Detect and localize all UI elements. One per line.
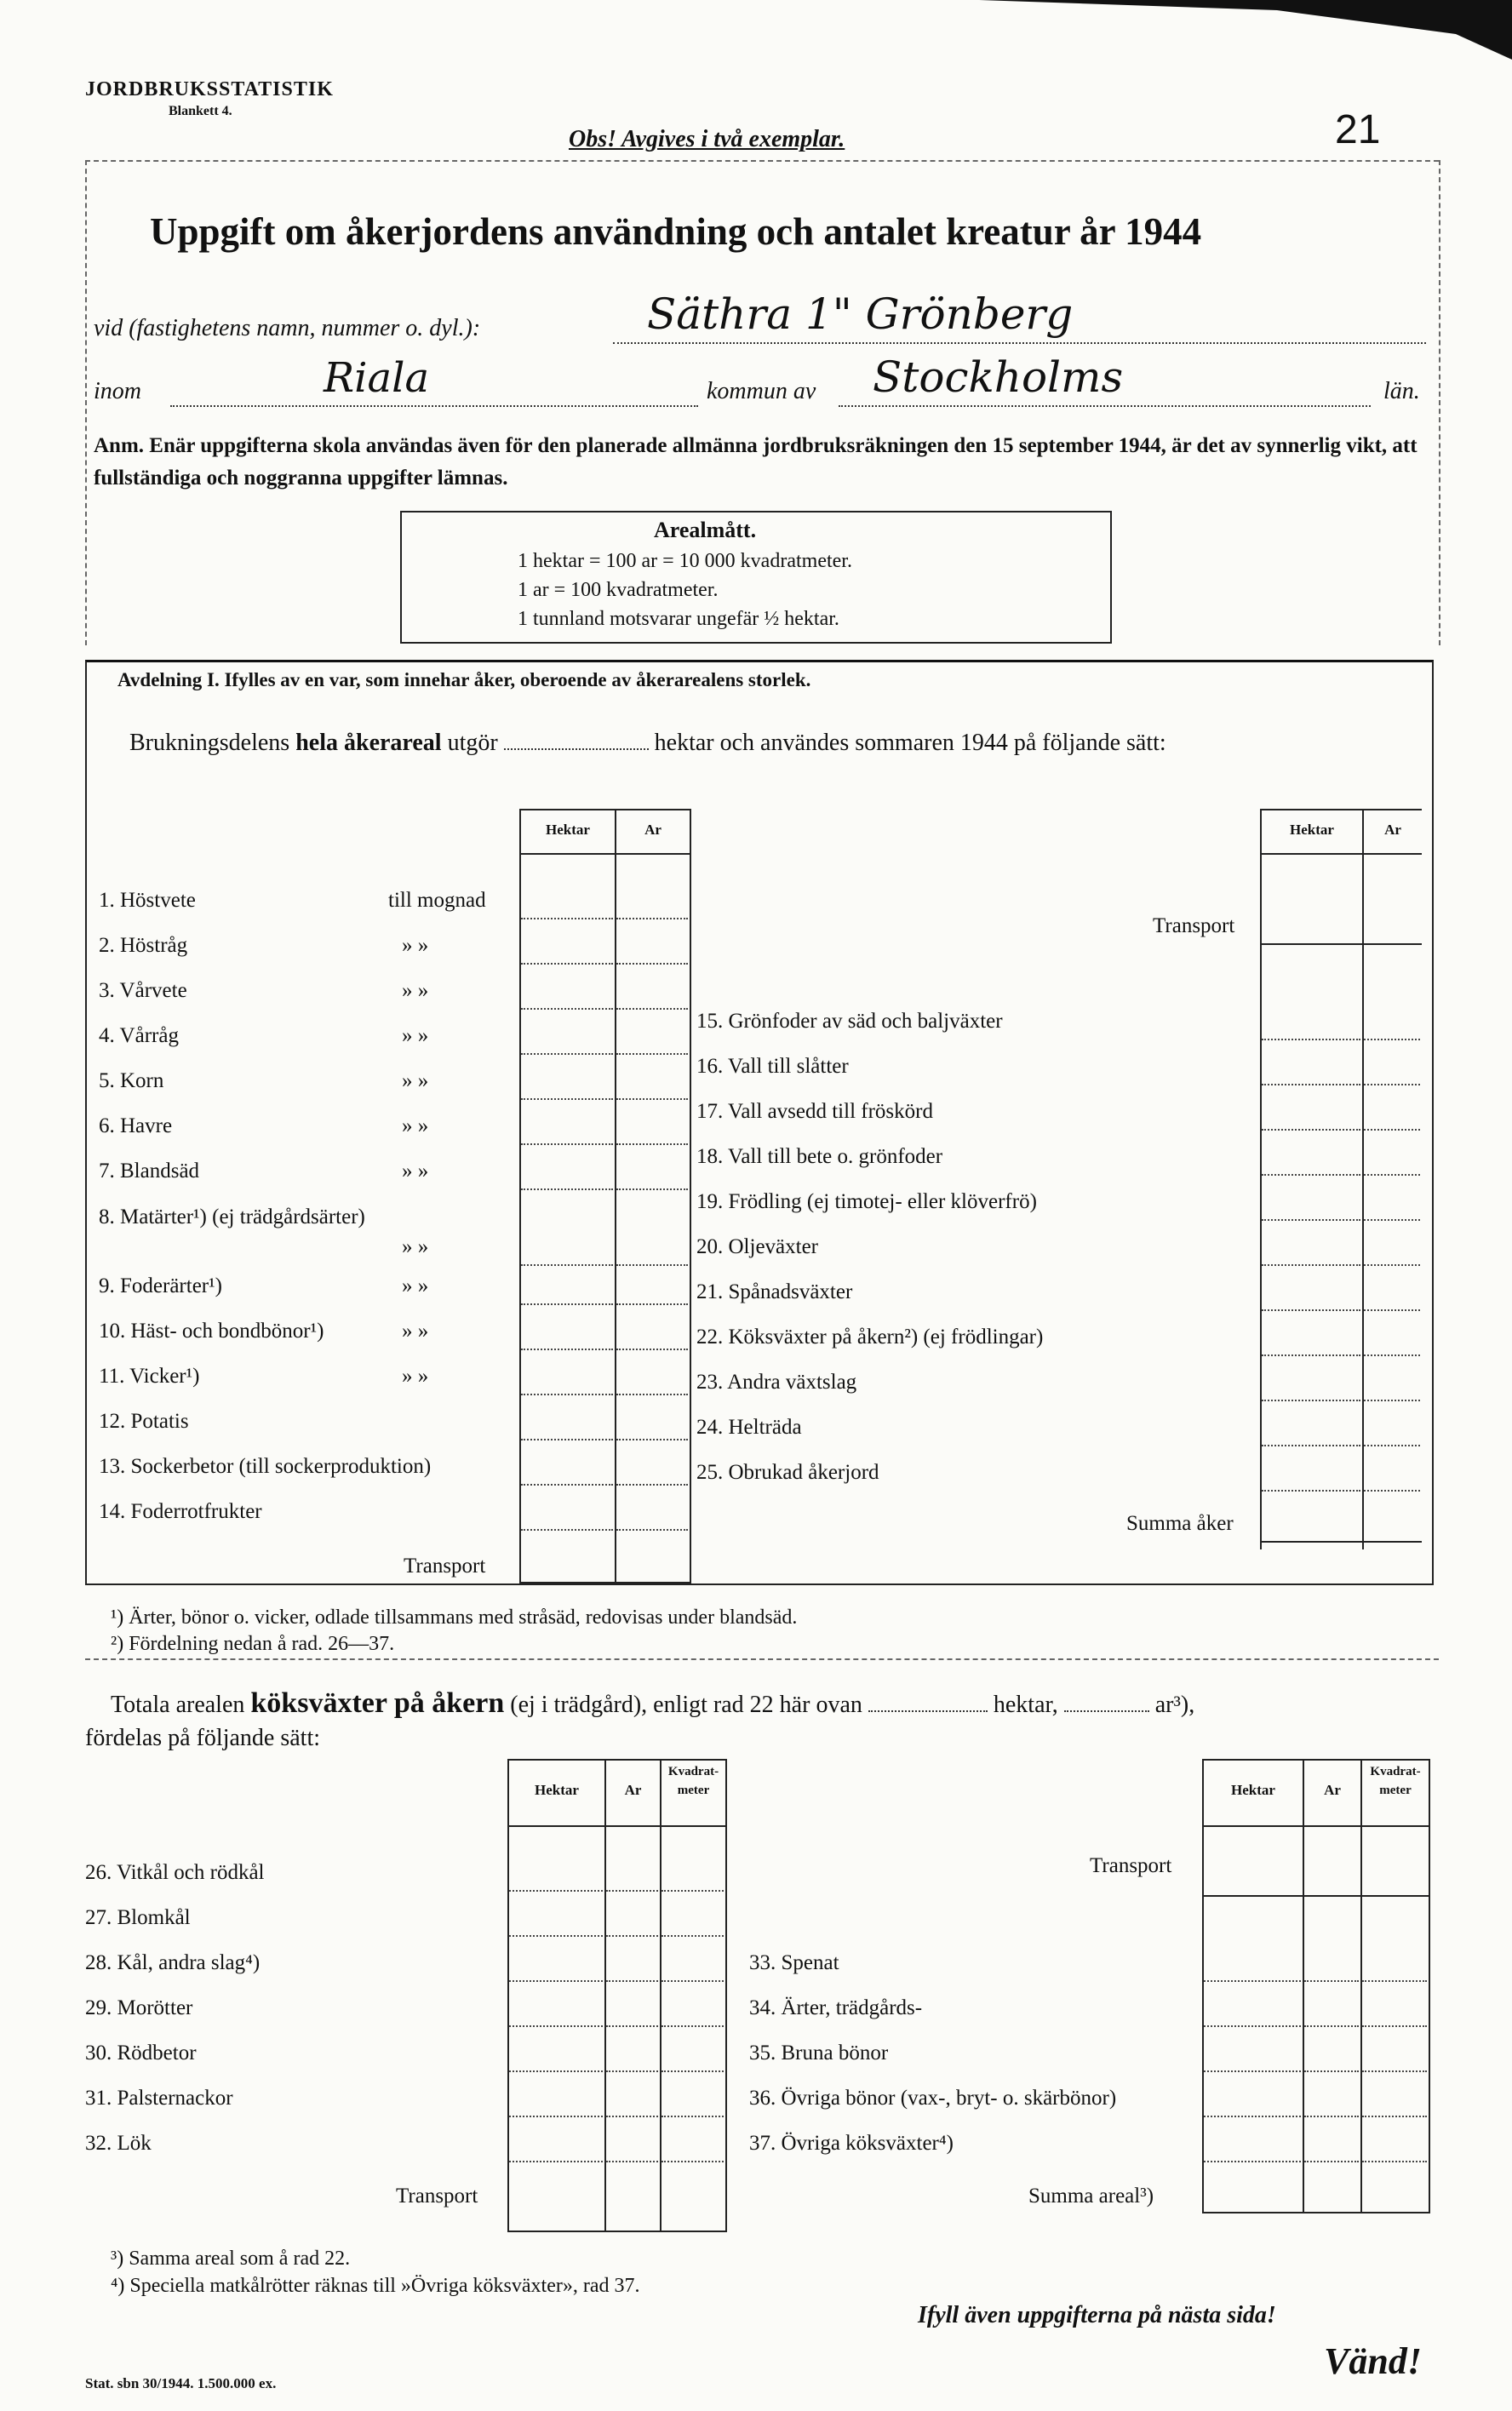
- ar-cell[interactable]: [606, 1980, 658, 1982]
- ar-cell[interactable]: [1304, 2025, 1359, 2027]
- org-name: JORDBRUKSSTATISTIK: [85, 78, 334, 100]
- crop-row-label: 1. Höstvete: [99, 889, 196, 912]
- crop-row-suffix: » »: [402, 1365, 429, 1388]
- crop-row-label: 16. Vall till slåtter: [696, 1055, 849, 1078]
- vegetable-row-label: 35. Bruna bönor: [749, 2042, 889, 2065]
- s2-right-transport: Transport: [1090, 1854, 1172, 1877]
- frame-left: [85, 160, 87, 645]
- ar-cell[interactable]: [606, 1935, 658, 1937]
- ar-cell[interactable]: [616, 1143, 688, 1145]
- s2-footnote-4: ⁴) Speciella matkålrötter räknas till »Övriga köksväxter», rad 37.: [111, 2275, 640, 2297]
- hektar-cell[interactable]: [509, 2070, 603, 2072]
- ar-cell[interactable]: [616, 1394, 688, 1395]
- s1-left-transport: Transport: [404, 1555, 486, 1578]
- hektar-cell[interactable]: [521, 1529, 613, 1531]
- ar-cell[interactable]: [1364, 1309, 1420, 1311]
- intro-c: utgör: [447, 730, 498, 756]
- s1-left-col1: [519, 809, 521, 1583]
- s1-left-col-hektar: Hektar: [546, 822, 590, 838]
- s2-intro-c: (ej i trädgård), enligt rad 22 här ovan: [510, 1692, 862, 1718]
- ar-cell[interactable]: [616, 1303, 688, 1305]
- hektar-cell[interactable]: [521, 1053, 613, 1055]
- scan-edge-mark: [979, 0, 1512, 60]
- hektar-cell[interactable]: [521, 1264, 613, 1266]
- vegetable-row-label: 29. Morötter: [85, 1996, 193, 2019]
- s2-right-col-hektar: Hektar: [1231, 1782, 1275, 1798]
- s1-right-col-ar: Ar: [1384, 822, 1401, 838]
- ar-cell[interactable]: [616, 918, 688, 919]
- kommun-field[interactable]: [839, 352, 1371, 407]
- s2-left-col-hektar: Hektar: [535, 1782, 579, 1798]
- s1-left-col3: [690, 809, 691, 1583]
- s2-right-col1: [1202, 1759, 1204, 2213]
- s1-right-col-hektar: Hektar: [1290, 822, 1334, 838]
- s2-intro-e: ar³),: [1154, 1692, 1195, 1718]
- ar-cell[interactable]: [1364, 1129, 1420, 1131]
- s2-footnote-3: ³) Samma areal som å rad 22.: [111, 2248, 351, 2270]
- inom-label: inom: [94, 378, 141, 404]
- hektar-cell[interactable]: [1262, 1129, 1360, 1131]
- crop-row-suffix: » »: [402, 934, 429, 957]
- s2-right-transport-line: [1202, 1895, 1429, 1897]
- s1-summa: Summa åker: [1126, 1512, 1234, 1535]
- section2-intro: [111, 1686, 1439, 1723]
- s2-intro-b: köksväxter på åkern: [250, 1687, 505, 1719]
- hektar-cell[interactable]: [521, 1303, 613, 1305]
- hektar-cell[interactable]: [521, 1098, 613, 1100]
- s1-right-hdr-bottom: [1260, 853, 1422, 855]
- hektar-cell[interactable]: [1204, 2025, 1301, 2027]
- ar-cell[interactable]: [1304, 2161, 1359, 2162]
- kvm-cell[interactable]: [662, 2116, 724, 2117]
- hektar-cell[interactable]: [1204, 2116, 1301, 2117]
- s2-right-col2: [1303, 1759, 1304, 2213]
- vid-label: vid (fastighetens namn, nummer o. dyl.):: [94, 315, 481, 341]
- kvm-cell[interactable]: [662, 2070, 724, 2072]
- s1-right-col1: [1260, 809, 1262, 1549]
- crop-row-label: 22. Köksväxter på åkern²) (ej frödlingar): [696, 1326, 1044, 1349]
- hektar-cell[interactable]: [509, 2161, 603, 2162]
- ar-cell[interactable]: [1364, 1084, 1420, 1085]
- s1-left-col-ar: Ar: [644, 822, 662, 838]
- s1-left-col2: [615, 809, 616, 1583]
- ar-cell[interactable]: [616, 1529, 688, 1531]
- vegetable-row-label: 28. Kål, andra slag⁴): [85, 1951, 261, 1974]
- s1-left-table-top: [519, 809, 690, 810]
- hektar-cell[interactable]: [521, 1143, 613, 1145]
- s2-right-col3: [1360, 1759, 1362, 2213]
- s2-left-table-top: [507, 1759, 725, 1761]
- crop-row-suffix: » »: [402, 1274, 429, 1297]
- obs-note: Obs! Avgives i två exemplar.: [569, 126, 845, 152]
- vegetable-row-label: 32. Lök: [85, 2132, 152, 2155]
- s2-left-col4: [725, 1759, 727, 2232]
- crop-row-label: 18. Vall till bete o. grönfoder: [696, 1145, 943, 1168]
- kvm-cell[interactable]: [1362, 2161, 1427, 2162]
- crop-row-label: 12. Potatis: [99, 1410, 189, 1433]
- s2-right-col-kvm: Kvadrat-meter: [1370, 1765, 1421, 1797]
- hektar-cell[interactable]: [521, 1439, 613, 1440]
- turn-page: Vänd!: [1324, 2340, 1422, 2382]
- kvm-cell[interactable]: [662, 1935, 724, 1937]
- crop-row-label: 10. Häst- och bondbönor¹): [99, 1320, 324, 1343]
- s1-left-hdr-bottom: [519, 853, 690, 855]
- hektar-cell[interactable]: [521, 1349, 613, 1350]
- s2-right-col4: [1429, 1759, 1430, 2213]
- crop-row-label: 2. Höstråg: [99, 934, 188, 957]
- s1-right-transport: Transport: [1153, 914, 1235, 937]
- hektar-cell[interactable]: [509, 1980, 603, 1982]
- total-area-field[interactable]: [504, 730, 649, 750]
- crop-row-label: 7. Blandsäd: [99, 1160, 200, 1183]
- section1-intro: [129, 725, 1415, 761]
- hektar-cell[interactable]: [1204, 2070, 1301, 2072]
- ar-cell[interactable]: [616, 1008, 688, 1010]
- crop-row-suffix: » »: [402, 1160, 429, 1183]
- hektar-cell[interactable]: [1262, 1445, 1360, 1446]
- crop-row-label: 5. Korn: [99, 1069, 164, 1092]
- s2-left-col-kvm: Kvadrat-meter: [667, 1765, 719, 1797]
- s2-summa-line: [1202, 2212, 1429, 2213]
- section1-heading: Avdelning I. Ifylles av en var, som innehar åker, oberoende av åkerarealens storlek.: [117, 669, 811, 690]
- crop-row-label: 15. Grönfoder av säd och baljväxter: [696, 1010, 1003, 1033]
- areal-line-2: 1 ar = 100 kvadratmeter.: [518, 579, 719, 601]
- s1-right-col2: [1362, 809, 1364, 1549]
- crop-row-label: 17. Vall avsedd till fröskörd: [696, 1100, 933, 1123]
- intro-b: hela åkerareal: [295, 730, 442, 756]
- kommun-handwritten: Stockholms: [873, 352, 1124, 402]
- vegetable-row-label: 34. Ärter, trädgårds-: [749, 1996, 923, 2019]
- s2-summa: Summa areal³): [1028, 2185, 1154, 2208]
- vid-field[interactable]: [613, 289, 1426, 344]
- hektar-cell[interactable]: [509, 1890, 603, 1892]
- crop-row-label: 19. Frödling (ej timotej- eller klöverfrö): [696, 1190, 1037, 1213]
- hektar-cell[interactable]: [521, 918, 613, 919]
- s1-footnote-2: ²) Fördelning nedan å rad. 26—37.: [111, 1633, 395, 1655]
- crop-row-label: 25. Obrukad åkerjord: [696, 1461, 879, 1484]
- hektar-cell[interactable]: [521, 1188, 613, 1190]
- ar-cell[interactable]: [1304, 1980, 1359, 1982]
- inom-field[interactable]: [170, 354, 698, 407]
- ar-cell[interactable]: [1364, 1490, 1420, 1492]
- s1-right-table-top: [1260, 809, 1422, 810]
- crop-row-label: 4. Vårråg: [99, 1024, 179, 1047]
- hektar-cell[interactable]: [1262, 1354, 1360, 1356]
- crop-row-label: 21. Spånadsväxter: [696, 1280, 853, 1303]
- hektar-cell[interactable]: [1204, 1980, 1301, 1982]
- hektar-cell[interactable]: [1262, 1084, 1360, 1085]
- frame-top: [85, 160, 1439, 162]
- areal-box: [400, 511, 1112, 644]
- crop-row-suffix: » »: [402, 1069, 429, 1092]
- vegetable-row-label: 26. Vitkål och rödkål: [85, 1861, 265, 1884]
- vid-handwritten: Säthra 1" Grönberg: [647, 289, 1074, 339]
- crop-row-label: 3. Vårvete: [99, 979, 187, 1002]
- ar-cell[interactable]: [1364, 1039, 1420, 1040]
- hektar-cell[interactable]: [1262, 1039, 1360, 1040]
- ar-cell[interactable]: [616, 1264, 688, 1266]
- crop-row-suffix: » »: [402, 1235, 429, 1258]
- kvm-cell[interactable]: [1362, 2025, 1427, 2027]
- ar-cell[interactable]: [1364, 1445, 1420, 1446]
- note-text: Anm. Enär uppgifterna skola användas även för den planerade allmänna jordbruksräkningen den 15 september 1944, är det av synnerlig vikt, att fullständiga och noggranna uppgifter lämnas.: [94, 434, 1418, 490]
- ar-cell[interactable]: [616, 1098, 688, 1100]
- hektar-cell[interactable]: [521, 963, 613, 965]
- hektar-cell[interactable]: [1262, 1264, 1360, 1266]
- vegetable-row-label: 36. Övriga bönor (vax-, bryt- o. skärbönor): [749, 2087, 1117, 2110]
- s2-hektar-field[interactable]: [868, 1692, 988, 1712]
- ar-cell[interactable]: [1364, 1264, 1420, 1266]
- s2-intro-d: hektar,: [993, 1692, 1058, 1718]
- hektar-cell[interactable]: [1262, 1219, 1360, 1221]
- crop-row-label: 20. Oljeväxter: [696, 1235, 819, 1258]
- ar-cell[interactable]: [616, 1439, 688, 1440]
- s2-left-col-ar: Ar: [624, 1782, 642, 1798]
- ar-cell[interactable]: [616, 1349, 688, 1350]
- crop-row-label: 9. Foderärter¹): [99, 1274, 222, 1297]
- hektar-cell[interactable]: [509, 2116, 603, 2117]
- ar-cell[interactable]: [1364, 1219, 1420, 1221]
- hektar-cell[interactable]: [521, 1484, 613, 1486]
- blankett-label: Blankett 4.: [169, 104, 232, 118]
- s1-right-transport-line: [1260, 943, 1422, 945]
- frame-right: [1439, 160, 1440, 645]
- kvm-cell[interactable]: [1362, 1980, 1427, 1982]
- ar-cell[interactable]: [1364, 1400, 1420, 1401]
- kvm-cell[interactable]: [662, 2161, 724, 2162]
- ar-cell[interactable]: [1304, 2070, 1359, 2072]
- hektar-cell[interactable]: [521, 1394, 613, 1395]
- hektar-cell[interactable]: [509, 1935, 603, 1937]
- ar-cell[interactable]: [616, 963, 688, 965]
- crop-row-label: 8. Matärter¹) (ej trädgårdsärter): [99, 1206, 365, 1228]
- kvm-cell[interactable]: [1362, 2116, 1427, 2117]
- s2-intro-f: fördelas på följande sätt:: [85, 1725, 321, 1751]
- inom-handwritten: Riala: [324, 354, 430, 402]
- vegetable-row-label: 30. Rödbetor: [85, 2042, 197, 2065]
- crop-row-label: 14. Foderrotfrukter: [99, 1500, 262, 1523]
- s2-right-col-ar: Ar: [1324, 1782, 1341, 1798]
- hektar-cell[interactable]: [1204, 2161, 1301, 2162]
- crop-row-suffix: » »: [402, 1320, 429, 1343]
- s2-left-transport: Transport: [396, 2185, 478, 2208]
- ar-cell[interactable]: [606, 2025, 658, 2027]
- intro-d: hektar och användes sommaren 1944 på följande sätt:: [654, 730, 1166, 756]
- intro-a: Brukningsdelens: [129, 730, 290, 756]
- ar-cell[interactable]: [1304, 2116, 1359, 2117]
- hektar-cell[interactable]: [1262, 1309, 1360, 1311]
- ar-cell[interactable]: [606, 2116, 658, 2117]
- hektar-cell[interactable]: [1262, 1400, 1360, 1401]
- hektar-cell[interactable]: [509, 2025, 603, 2027]
- kommun-label: kommun av: [707, 378, 816, 404]
- crop-row-label: 24. Helträda: [696, 1416, 802, 1439]
- scan-edge-shape: [979, 0, 1512, 60]
- ar-cell[interactable]: [616, 1053, 688, 1055]
- ar-cell[interactable]: [616, 1484, 688, 1486]
- ar-cell[interactable]: [1364, 1354, 1420, 1356]
- s1-bottom-dash: [85, 1658, 1439, 1660]
- crop-row-label: 23. Andra växtslag: [696, 1371, 857, 1394]
- print-info: Stat. sbn 30/1944. 1.500.000 ex.: [85, 2375, 277, 2391]
- crop-row-label: 11. Vicker¹): [99, 1365, 200, 1388]
- hektar-cell[interactable]: [1262, 1174, 1360, 1176]
- areal-title: Arealmått.: [654, 518, 757, 542]
- s1-footnote-1: ¹) Ärter, bönor o. vicker, odlade tillsammans med stråsäd, redovisas under blandsäd.: [111, 1606, 798, 1629]
- s2-left-hdr-bottom: [507, 1825, 725, 1827]
- kvm-cell[interactable]: [662, 1980, 724, 1982]
- crop-row-suffix: » »: [402, 1114, 429, 1137]
- crop-row-suffix: » »: [402, 1024, 429, 1047]
- hektar-cell[interactable]: [1262, 1490, 1360, 1492]
- s2-left-transport-line: [507, 2231, 725, 2232]
- s2-right-table-top: [1202, 1759, 1429, 1761]
- ar-cell[interactable]: [616, 1188, 688, 1190]
- areal-line-1: 1 hektar = 100 ar = 10 000 kvadratmeter.: [518, 550, 852, 572]
- s1-left-transport-line: [519, 1582, 690, 1583]
- crop-row-label: 6. Havre: [99, 1114, 173, 1137]
- crop-row-suffix: till mognad: [388, 889, 486, 912]
- vegetable-row-label: 27. Blomkål: [85, 1906, 191, 1929]
- lan-label: län.: [1383, 378, 1420, 404]
- vegetable-row-label: 33. Spenat: [749, 1951, 839, 1974]
- s1-summa-line: [1260, 1541, 1422, 1543]
- page-title: Uppgift om åkerjordens användning och antalet kreatur år 1944: [150, 210, 1202, 253]
- ar-cell[interactable]: [606, 1890, 658, 1892]
- fill-next-page: Ifyll även uppgifterna på nästa sida!: [918, 2302, 1276, 2328]
- vegetable-row-label: 31. Palsternackor: [85, 2087, 233, 2110]
- crop-row-label: 13. Sockerbetor (till sockerproduktion): [99, 1455, 432, 1478]
- ar-cell[interactable]: [1364, 1174, 1420, 1176]
- s2-ar-field[interactable]: [1064, 1692, 1149, 1712]
- hektar-cell[interactable]: [521, 1008, 613, 1010]
- kvm-cell[interactable]: [662, 2025, 724, 2027]
- vegetable-row-label: 37. Övriga köksväxter⁴): [749, 2132, 954, 2155]
- crop-row-suffix: » »: [402, 979, 429, 1002]
- ar-cell[interactable]: [606, 2161, 658, 2162]
- kvm-cell[interactable]: [662, 1890, 724, 1892]
- kvm-cell[interactable]: [1362, 2070, 1427, 2072]
- page-number: 21: [1335, 107, 1381, 152]
- areal-line-3: 1 tunnland motsvarar ungefär ½ hektar.: [518, 608, 839, 630]
- ar-cell[interactable]: [606, 2070, 658, 2072]
- s2-intro-a: Totala arealen: [111, 1692, 245, 1718]
- s2-right-hdr-bottom: [1202, 1825, 1429, 1827]
